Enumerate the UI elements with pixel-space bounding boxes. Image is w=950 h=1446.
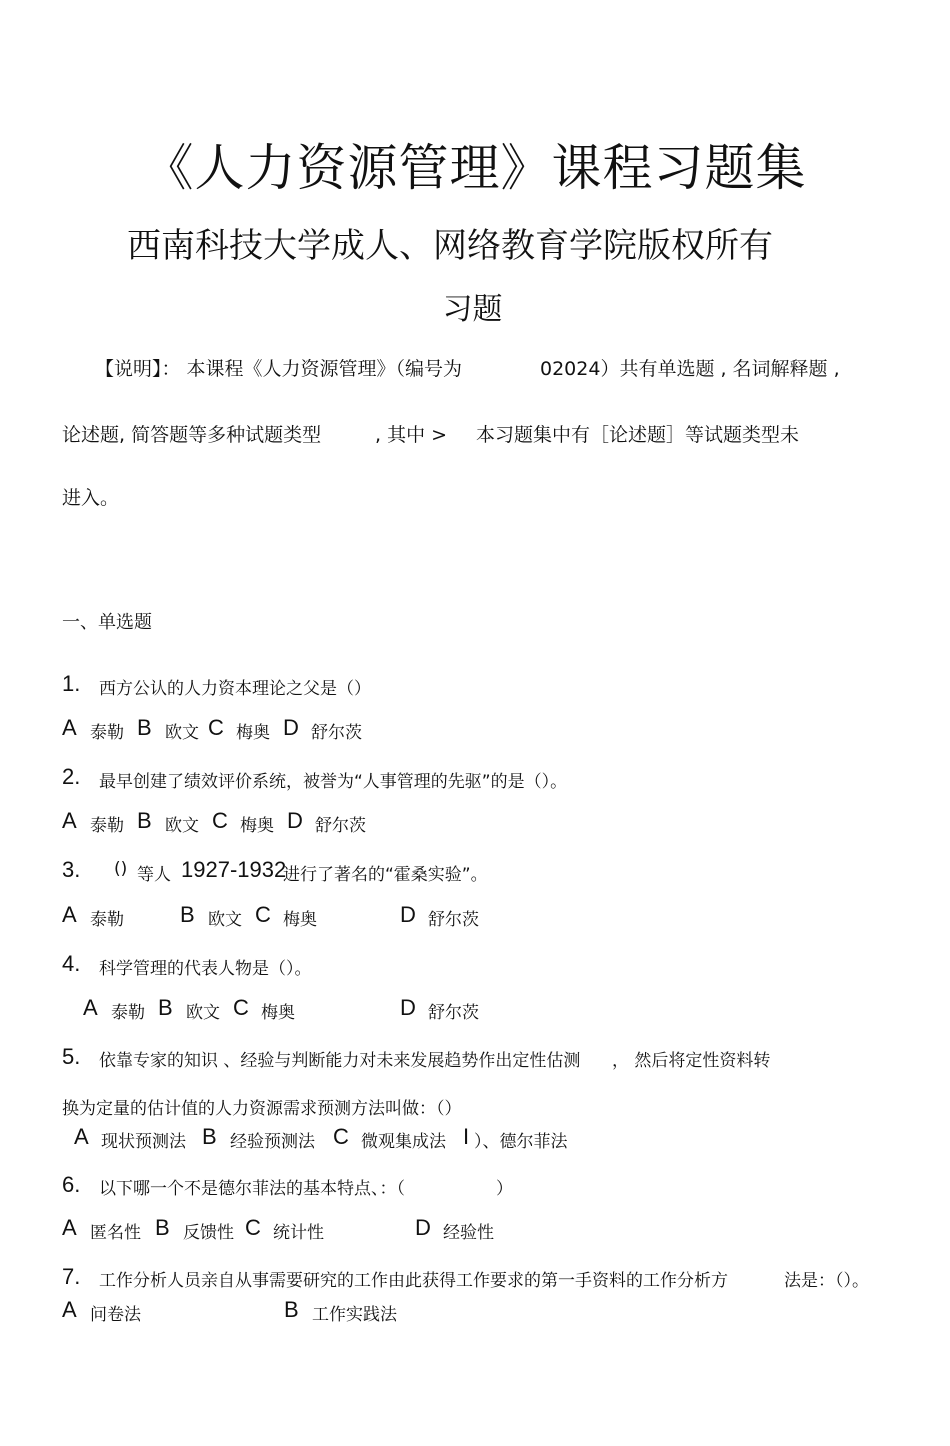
question-text: 法是：（）。 bbox=[784, 1271, 869, 1291]
option-text: 经验性 bbox=[443, 1223, 494, 1243]
option-letter: C bbox=[233, 995, 249, 1020]
option-letter: C bbox=[333, 1124, 349, 1149]
option-letter: B bbox=[202, 1124, 217, 1149]
option-letter: A bbox=[62, 1297, 77, 1322]
option-text: 欧文 bbox=[165, 723, 199, 743]
option-text: 梅奥 bbox=[240, 816, 274, 836]
option-letter: A bbox=[74, 1124, 89, 1149]
question-text: 最早创建了绩效评价系统，被誉为“人事管理的先驱”的是（）。 bbox=[99, 772, 568, 792]
intro-line3: 进入。 bbox=[62, 487, 120, 509]
option-text: 微观集成法 bbox=[361, 1132, 446, 1152]
option-letter: B bbox=[155, 1215, 170, 1240]
option-letter: D bbox=[400, 902, 416, 927]
option-text: 欧文 bbox=[165, 816, 199, 836]
option-letter: B bbox=[137, 715, 152, 740]
option-letter: C bbox=[208, 715, 224, 740]
document-subtitle: 西南科技大学成人、网络教育学院版权所有 bbox=[127, 226, 773, 266]
option-text: 欧文 bbox=[186, 1003, 220, 1023]
option-letter: C bbox=[212, 808, 228, 833]
question-years: 1927-1932 bbox=[181, 857, 287, 882]
question-text: 西方公认的人力资本理论之父是（） bbox=[99, 679, 371, 699]
option-text: 泰勒 bbox=[90, 816, 124, 836]
question-text: 进行了著名的“霍桑实验”。 bbox=[283, 865, 488, 885]
intro-line2-c: 本习题集中有［论述题］等试题类型未 bbox=[476, 424, 800, 446]
option-letter: B bbox=[180, 902, 195, 927]
option-text: 舒尔茨 bbox=[311, 723, 362, 743]
intro-line1-a: 【说明】： 本课程《人力资源管理》（编号为 bbox=[95, 358, 463, 380]
option-letter: A bbox=[83, 995, 98, 1020]
question-number: 2. bbox=[62, 764, 81, 789]
option-text: 问卷法 bbox=[90, 1305, 141, 1325]
option-letter: C bbox=[245, 1215, 261, 1240]
question-text: 依靠专家的知识 、经验与判断能力对未来发展趋势作出定性估测 bbox=[99, 1051, 581, 1071]
option-letter: A bbox=[62, 902, 77, 927]
section-single-choice: 一、单选题 bbox=[62, 612, 152, 633]
question-number: 6. bbox=[62, 1172, 81, 1197]
option-text: 统计性 bbox=[273, 1223, 324, 1243]
option-text: 欧文 bbox=[208, 910, 242, 930]
intro-line1-b: 02024）共有单选题 , 名词解释题 , bbox=[540, 358, 840, 380]
intro-line2-a: 论述题, 简答题等多种试题类型 bbox=[62, 424, 322, 446]
question-number: 3. bbox=[62, 857, 81, 882]
option-text: 泰勒 bbox=[90, 910, 124, 930]
option-letter: C bbox=[255, 902, 271, 927]
option-letter: D bbox=[287, 808, 303, 833]
question-text: 等人 bbox=[137, 865, 171, 885]
document-title: 《人力资源管理》课程习题集 bbox=[143, 139, 807, 197]
question-number: 7. bbox=[62, 1264, 81, 1289]
option-letter: B bbox=[284, 1297, 299, 1322]
question-number: 1. bbox=[62, 671, 81, 696]
question-text: 工作分析人员亲自从事需要研究的工作由此获得工作要求的第一手资料的工作分析方 bbox=[99, 1271, 728, 1291]
question-text: 科学管理的代表人物是（）。 bbox=[99, 959, 312, 979]
option-letter: D bbox=[400, 995, 416, 1020]
question-number: 5. bbox=[62, 1044, 81, 1069]
question-text: ， 然后将定性资料转 bbox=[612, 1051, 771, 1071]
option-text: 泰勒 bbox=[90, 723, 124, 743]
option-text: 泰勒 bbox=[111, 1003, 145, 1023]
option-letter: A bbox=[62, 808, 77, 833]
question-text-paren: () bbox=[114, 859, 128, 879]
option-text: 工作实践法 bbox=[312, 1305, 397, 1325]
option-letter: D bbox=[283, 715, 299, 740]
question-number: 4. bbox=[62, 951, 81, 976]
option-letter: B bbox=[158, 995, 173, 1020]
question-text-line2: 换为定量的估计值的人力资源需求预测方法叫做：（） bbox=[62, 1099, 462, 1119]
option-text: 梅奥 bbox=[283, 910, 317, 930]
option-text: 反馈性 bbox=[183, 1223, 234, 1243]
section-heading: 习题 bbox=[442, 292, 503, 327]
option-text: 舒尔茨 bbox=[428, 910, 479, 930]
option-text: ）、德尔菲法 bbox=[474, 1132, 568, 1152]
option-text: 梅奥 bbox=[236, 723, 270, 743]
option-text: 舒尔茨 bbox=[315, 816, 366, 836]
intro-line2-b: , 其中 > bbox=[375, 424, 448, 446]
question-text: ） bbox=[496, 1179, 513, 1199]
option-letter: A bbox=[62, 1215, 77, 1240]
option-letter: A bbox=[62, 715, 77, 740]
question-text: 以下哪一个不是德尔菲法的基本特点、：（ bbox=[99, 1179, 405, 1199]
option-text: 经验预测法 bbox=[230, 1132, 315, 1152]
option-text: 现状预测法 bbox=[101, 1132, 186, 1152]
option-letter: D bbox=[415, 1215, 431, 1240]
option-text: 梅奥 bbox=[261, 1003, 295, 1023]
option-letter: I bbox=[463, 1124, 470, 1149]
option-letter: B bbox=[137, 808, 152, 833]
option-text: 舒尔茨 bbox=[428, 1003, 479, 1023]
option-text: 匿名性 bbox=[90, 1223, 141, 1243]
